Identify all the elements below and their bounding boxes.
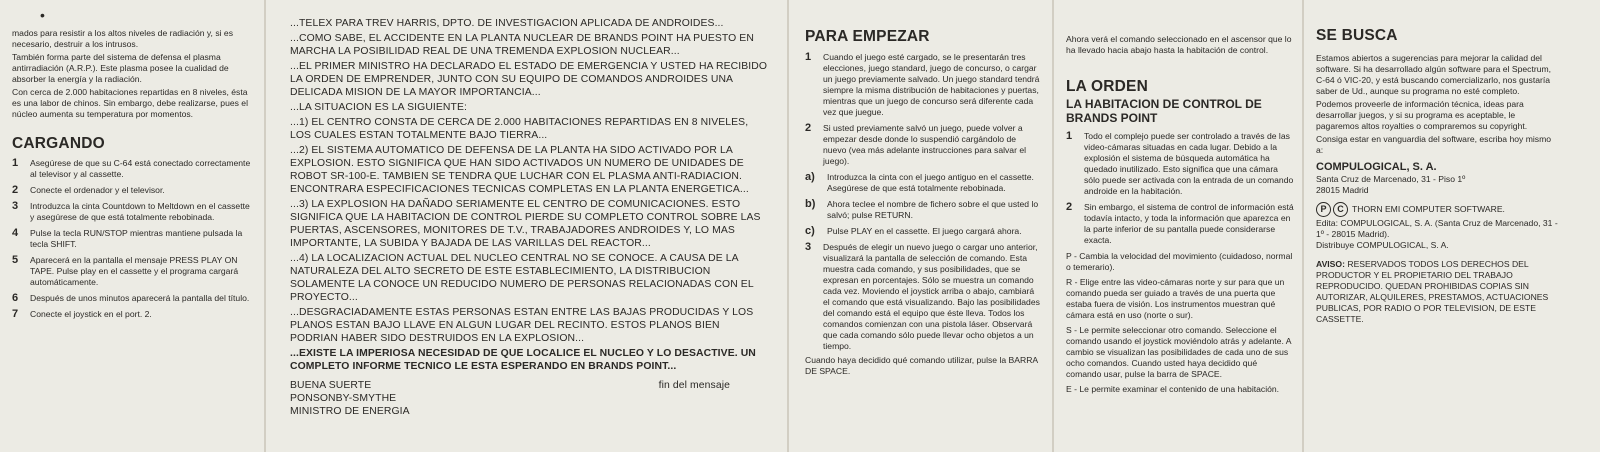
telex-paragraph: ...3) LA EXPLOSION HA DAÑADO SERIAMENTE EL CENTRO DE COMUNICACIONES. ESTO SIGNIFICA QUE LA HABITACION DE CONTROL PIERDE SU COMPLETO CONTROL SOBRE LAS PUERTAS, ASCENSORES, MONITORES DE T.V., TRABAJADORES ANDROIDES Y, LO MAS IMPORTANTE, LA SUBIDA Y BAJADA DE LAS VARILLAS DEL REACTOR...: [290, 199, 761, 249]
telex-paragraph: ...COMO SABE, EL ACCIDENTE EN LA PLANTA NUCLEAR DE BRANDS POINT HA PUESTO EN MARCHA LA POSIBILIDAD REAL DE UNA TREMENDA EXPLOSION NUCLEAR...: [290, 33, 754, 57]
panel-cargando: [12, 0, 256, 452]
address-line: Santa Cruz de Marcenado, 31 - Piso 1º: [1316, 174, 1466, 184]
telex-paragraph: ...TELEX PARA TREV HARRIS, DPTO. DE INVESTIGACION APLICADA DE ANDROIDES...: [290, 18, 724, 29]
loading-steps: [12, 158, 256, 320]
section-heading: CARGANDO: [12, 135, 105, 152]
fold-line: [787, 0, 789, 452]
instruction-item: b) Ahora teclee el nombre de fichero sobre el que usted lo salvó; pulse RETURN.: [805, 198, 1039, 220]
step-item: 1 Asegúrese de que su C-64 está conectado correctamente al televisor y al cassette.: [12, 157, 251, 179]
section-heading: LA ORDEN: [1066, 78, 1148, 95]
address-line: 28015 Madrid: [1316, 185, 1369, 195]
step-item: 7 Conecte el joystick en el port. 2.: [12, 308, 152, 320]
telex-paragraph: ...EL PRIMER MINISTRO HA DECLARADO EL ESTADO DE EMERGENCIA Y USTED HA RECIBIDO LA ORDEN DE EMPRENDER, JUNTO CON SU EQUIPO DE COMANDOS ANDROIDES UNA DELICADA MISION DE LA MAYOR IMPORTANCIA...: [290, 61, 768, 98]
panel-para-empezar: [805, 0, 1041, 452]
notice-label: AVISO:: [1316, 259, 1345, 269]
bullet-mark: •: [40, 7, 45, 23]
body-paragraph: Consiga estar en vanguardia del software, escriba hoy mismo a:: [1316, 134, 1552, 155]
signoff-line: PONSONBY-SMYTHE: [290, 393, 397, 404]
section-heading: PARA EMPEZAR: [805, 28, 930, 45]
step-item: 6 Después de unos minutos aparecerá la pantalla del título.: [12, 292, 250, 304]
distributor-line: Distribuye COMPULOGICAL, S. A.: [1316, 240, 1449, 250]
telex-paragraph: ...4) LA LOCALIZACION ACTUAL DEL NUCLEO CENTRAL NO SE CONOCE. A CAUSA DE LA NATURALEZA DEL ALTO SECRETO DE ESTE ESTABLECIMIENTO, LA DISTRIBUCION SOLAMENTE LA CONOCE UN REDUCIDO NUMERO DE PERSONAS RELACIONADAS CON EL PROYECTO...: [290, 253, 754, 303]
start-instructions: [805, 52, 1041, 352]
panel-se-busca: [1316, 0, 1560, 452]
intro-paragraph: También forma parte del sistema de defensa el plasma antirradiación (A.R.P.). Este plasma posee la cualidad de absorber la energía y la radiación.: [12, 52, 229, 84]
signoff-line: MINISTRO DE ENERGIA: [290, 406, 410, 417]
body-paragraph: Podemos proveerle de información técnica, ideas para desarrollar juegos, y si su programa es aceptable, le pagaremos altos royalties o compraremos su copyright.: [1316, 99, 1528, 131]
step-item: 3 Introduzca la cinta Countdown to Meltdown en el cassette y asegúrese de que está totalmente rebobinada.: [12, 200, 250, 222]
key-description: P - Cambia la velocidad del movimiento (cuidadoso, normal o temerario).: [1066, 251, 1293, 272]
key-description: E - Le permite examinar el contenido de una habitación.: [1066, 384, 1280, 394]
fold-line: [264, 0, 266, 452]
telex-paragraph: ...1) EL CENTRO CONSTA DE CERCA DE 2.000 HABITACIONES REPARTIDAS EN 8 NIVELES, LOS CUALES ESTAN TOTALMENTE BAJO TIERRA...: [290, 117, 749, 141]
instruction-item: a) Introduzca la cinta con el juego antiguo en el cassette. Asegúrese de que está totalmente rebobinada.: [805, 171, 1034, 193]
closing-paragraph: Cuando haya decidido qué comando utilizar, pulse la BARRA DE SPACE.: [805, 355, 1038, 376]
step-item: 2 Conecte el ordenador y el televisor.: [12, 184, 165, 196]
telex-paragraph: ...LA SITUACION ES LA SIGUIENTE:: [290, 102, 468, 113]
panel-la-orden: [1066, 0, 1294, 452]
instruction-item: 2 Si usted previamente salvó un juego, puede volver a empezar desde donde lo suspendió cargándolo de nuevo (vea más adelante instrucciones para salvar el juego).: [805, 122, 1027, 166]
step-item: 5 Aparecerá en la pantalla el mensaje PRESS PLAY ON TAPE. Pulse play en el cassette y el programa cargará automáticamente.: [12, 254, 239, 287]
company-name: COMPULOGICAL, S. A.: [1316, 161, 1437, 173]
intro-paragraph: Ahora verá el comando seleccionado en el ascensor que lo ha llevado hacia abajo hasta la habitación de control.: [1066, 34, 1292, 55]
control-room-items: [1066, 131, 1294, 246]
intro-paragraph: Con cerca de 2.000 habitaciones repartidas en 8 niveles, ésta es una labor de chinos. Sin embargo, debe realizarse, pues el núcleo aumenta su temperatura por momentos.: [12, 87, 248, 119]
signoff-line: BUENA SUERTE: [290, 380, 372, 391]
instruction-item: 2 Sin embargo, el sistema de control de información está todavía intacto, y toda la información que aparezca en la parte inferior de su pantalla puede considerarse exacta.: [1066, 201, 1294, 245]
copyright-icon: C: [1333, 202, 1348, 217]
section-subheading: LA HABITACION DE CONTROL DE BRANDS POINT: [1066, 97, 1262, 125]
publisher-line: Edita: COMPULOGICAL, S. A. (Santa Cruz de Marcenado, 31 - 1º - 28015 Madrid).: [1316, 218, 1558, 239]
instruction-item: c) Pulse PLAY en el cassette. El juego cargará ahora.: [805, 225, 1022, 237]
telex-signoff: [290, 379, 770, 418]
step-item: 4 Pulse la tecla RUN/STOP mientras mantiene pulsada la tecla SHIFT.: [12, 227, 243, 249]
instruction-item: 1 Cuando el juego esté cargado, se le presentarán tres elecciones, juego standard, juego de concurso, o cargar un juego previamente salvado. Un juego standard tendrá siempre la misma distribución de habitaciones y puertas, mientras que un juego de concurso será diferente cada vez que juegue.: [805, 51, 1040, 117]
phonogram-icon: P: [1316, 202, 1331, 217]
telex-paragraph: ...2) EL SISTEMA AUTOMATICO DE DEFENSA DE LA PLANTA HA SIDO ACTIVADO POR LA EXPLOSION. ESTO SIGNIFICA QUE HAN SIDO ACTIVADOS UN NUMERO DE UNIDADES DE ROBOT SR-100-E. TAMBIEN SE TENDRA QUE LUCHAR CON EL PLASMA ANTI-RADIACION. ENCONTRARA ESPECIFICACIONES TECNICAS COMPLETAS EN LA PLANTA ENERGETICA...: [290, 145, 749, 195]
panel-telex: [290, 0, 770, 452]
fold-line: [1302, 0, 1304, 452]
body-paragraph: Estamos abiertos a sugerencias para mejorar la calidad del software. Si ha desarrollado algún software para el Spectrum, C-64 ó VIC-20, y está buscando comercializarlo, nos gustaría saber de Ud., aunque su programa no esté completo.: [1316, 53, 1552, 96]
intro-paragraph: mados para resistir a los altos niveles de radiación y, si es necesario, destruir a los intrusos.: [12, 28, 233, 49]
legal-notice: [1316, 259, 1560, 325]
telex-important-paragraph: ...EXISTE LA IMPERIOSA NECESIDAD DE QUE LOCALICE EL NUCLEO Y LO DESACTIVE. UN COMPLETO INFORME TECNICO LE ESTA ESPERANDO EN BRANDS POINT...: [290, 348, 756, 372]
copyright-holder: THORN EMI COMPUTER SOFTWARE.: [1352, 204, 1505, 214]
key-description: S - Le permite seleccionar otro comando. Seleccione el comando usando el joystick moviéndolo atrás y adelante. A cambio se visualizan las posibilidades de cada uno de sus ocho comandos. Cuando usted haya decidido qué comando usar, pulse la barra de SPACE.: [1066, 325, 1292, 379]
instruction-item: 3 Después de elegir un nuevo juego o cargar uno anterior, visualizará la pantalla de selección de comando. Esta muestra cada comando, y sus posibilidades, que se expresan en porcentajes. Sólo se muestra un comando cada vez. Moviendo el joystick arriba o abajo, cambiará el comando que está visualizando. Bajo las posibilidades del comando está el equipo que éste lleva. Todos los comandos comienzan con una pistola láser. Observará que cada comando sólo puede llevar ocho objetos a un tiempo.: [805, 241, 1040, 351]
key-description: R - Elige entre las video-cámaras norte y sur para que un comando pueda ser guiado a través de una puerta que estaba fuera de visión. Los instrumentos muestran qué cámara está en uso (norte o sur).: [1066, 277, 1285, 320]
telex-paragraph: ...DESGRACIADAMENTE ESTAS PERSONAS ESTAN ENTRE LAS BAJAS PRODUCIDAS Y LOS PLANOS ESTAN BAJO LLAVE EN ALGUN LUGAR DEL RECINTO. ESTOS PLANOS BIEN PODRIAN HABER SIDO DESTRUIDOS EN LA EXPLOSION...: [290, 307, 754, 344]
instruction-item: 1 Todo el complejo puede ser controlado a través de las video-cámaras situadas en cada lugar. Debido a la explosión el sistema de búsqueda automática ha quedado inutilizado. Esto significa que una cámara sólo puede ser activada con la entrada de un comando androide en la habitación.: [1066, 130, 1294, 196]
notice-text: RESERVADOS TODOS LOS DERECHOS DEL PRODUCTOR Y EL PROPIETARIO DEL TRABAJO REPRODUCIDO. QUEDAN PROHIBIDAS COPIAS SIN AUTORIZAR, ALQUILERES, PRESTAMOS, ACTUACIONES PUBLICAS, POR RADIO O POR TELEVISION, DE ESTE CASSETTE.: [1316, 259, 1549, 324]
copyright-row: [1316, 202, 1560, 217]
section-heading: SE BUSCA: [1316, 27, 1398, 44]
fold-line: [1052, 0, 1054, 452]
end-of-message: fin del mensaje: [658, 380, 730, 391]
